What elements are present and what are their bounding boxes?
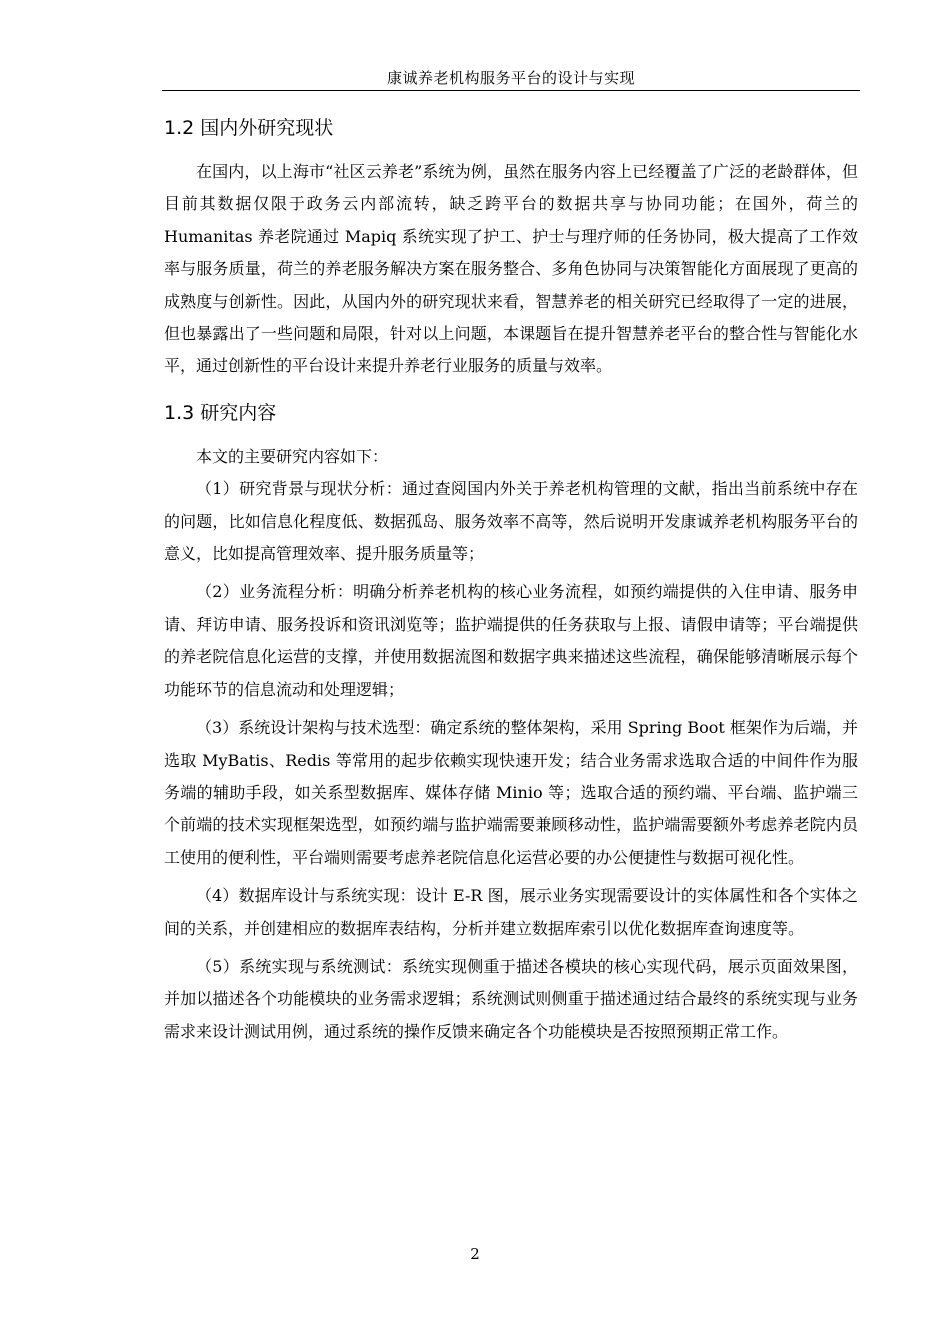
section-heading-1-3: 1.3 研究内容 bbox=[164, 401, 277, 424]
list-item-5: （5）系统实现与系统测试：系统实现侧重于描述各模块的核心实现代码，展示页面效果图，并加以描述各个功能模块的业务需求逻辑；系统测试则侧重于描述通过结合最终的系统实现与业务需求来设计测试用例，通过系统的操作反馈来确定各个功能模块是否按照预期正常工作。 bbox=[164, 956, 858, 1041]
list-item-2: （2）业务流程分析：明确分析养老机构的核心业务流程，如预约端提供的入住申请、服务申请、拜访申请、服务投诉和资讯浏览等；监护端提供的任务获取与上报、请假申请等；平台端提供的养老院信息化运营的支撑，并使用数据流图和数据字典来描述这些流程，确保能够清晰展示每个功能环节的信息流动和处理逻辑； bbox=[164, 582, 858, 699]
section-heading-1-2: 1.2 国内外研究现状 bbox=[164, 117, 334, 139]
list-item-3: （3）系统设计架构与技术选型：确定系统的整体架构，采用 Spring Boot 框架作为后端，并选取 MyBatis、Redis 等常用的起步依赖实现快速开发；结合业务需求选取合适的中间件作为服务端的辅助手段，如关系型数据库、媒体存储 Minio 等；选取合适的预约端、平台端、监护端三个前端的技术实现框架选型，如预约端与监护端需要兼顾移动性，监护端需要额外考虑养老院内员工使用的便利性，平台端则需要考虑养老院信息化运营必要的办公便捷性与数据可视化性。 bbox=[164, 718, 858, 867]
list-item-4: （4）数据库设计与系统实现：设计 E-R 图，展示业务实现需要设计的实体属性和各个实体之间的关系，并创建相应的数据库表结构，分析并建立数据库索引以优化数据库查询速度等。 bbox=[164, 886, 858, 938]
page-body bbox=[164, 112, 858, 1048]
page-number: 2 bbox=[470, 1245, 480, 1263]
paragraph-research-status: 在国内，以上海市“社区云养老”系统为例，虽然在服务内容上已经覆盖了广泛的老龄群体，但目前其数据仅限于政务云内部流转，缺乏跨平台的数据共享与协同功能；在国外，荷兰的 Humanitas 养老院通过 Mapiq 系统实现了护工、护士与理疗师的任务协同，极大提高了工作效率与服务质量，荷兰的养老服务解决方案在服务整合、多角色协同与决策智能化方面展现了更高的成熟度与创新性。因此，从国内外的研究现状来看，智慧养老的相关研究已经取得了一定的进展，但也暴露出了一些问题和局限，针对以上问题，本课题旨在提升智慧养老平台的整合性与智能化水平，通过创新性的平台设计来提升养老行业服务的质量与效率。 bbox=[164, 162, 858, 376]
paragraph-intro: 本文的主要研究内容如下： bbox=[196, 446, 389, 466]
header-rule bbox=[162, 90, 860, 91]
list-item-1: （1）研究背景与现状分析：通过查阅国内外关于养老机构管理的文献，指出当前系统中存在的问题，比如信息化程度低、数据孤岛、服务效率不高等，然后说明开发康诚养老机构服务平台的意义，比如提高管理效率、提升服务质量等； bbox=[164, 479, 858, 564]
running-header: 康诚养老机构服务平台的设计与实现 bbox=[386, 69, 635, 87]
